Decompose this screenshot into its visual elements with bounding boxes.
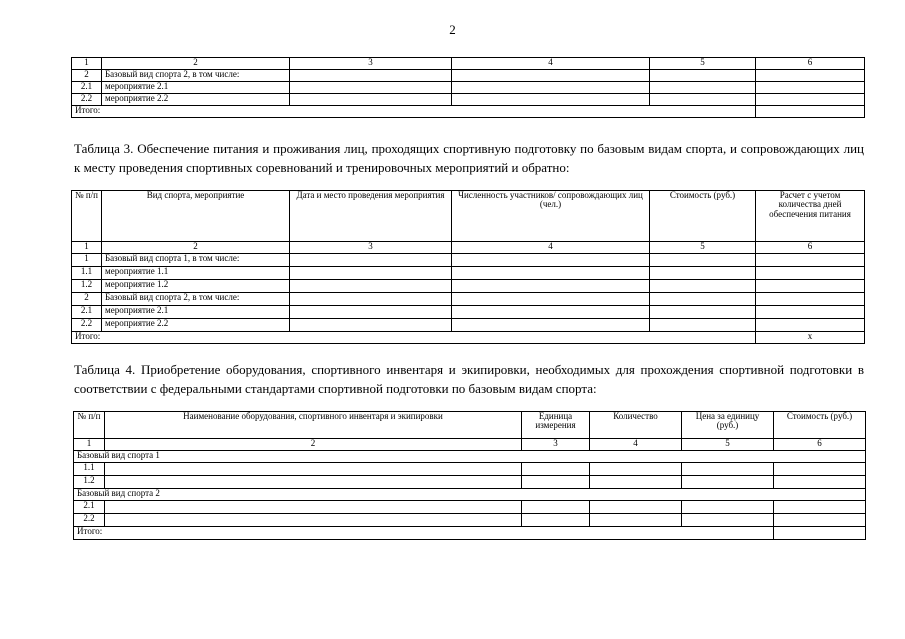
table3-number-row: 1 2 3 4 5 6 — [72, 242, 865, 254]
table-row: 2 Базовый вид спорта 2, в том числе: — [72, 293, 865, 306]
table-row: 1.1 мероприятие 1.1 — [72, 267, 865, 280]
table3-caption: Таблица 3. Обеспечение питания и проживания лиц, проходящих спортивную подготовку по базовым видам спорта, и сопровождающих лиц к месту проведения спортивных соревнований и тренировочных мероприятий и обратно: — [74, 141, 864, 175]
table4-section-sport2: Базовый вид спорта 2 — [74, 489, 866, 501]
table-row: 2.1 — [74, 501, 866, 514]
table-total-row: Итого: — [72, 106, 865, 118]
table-total-row: Итого: — [74, 527, 866, 540]
table-row: 2.2 — [74, 514, 866, 527]
table4 — [73, 411, 866, 540]
table-row: 2.1 мероприятие 2.1 — [72, 306, 865, 319]
table4-header-row: № п/п Наименование оборудования, спортивного инвентаря и экипировки Единица измерения Количество Цена за единицу (руб.) Стоимость (руб.) — [74, 412, 866, 439]
table4-number-row: 1 2 3 4 5 6 — [74, 439, 866, 451]
table3-header-row: № п/п Вид спорта, мероприятие Дата и место проведения мероприятия Численность участников/ сопровождающих лиц (чел.) Стоимость (руб.) Расчет с учетом количества дней обеспечения питания — [72, 191, 865, 242]
table4-caption: Таблица 4. Приобретение оборудования, спортивного инвентаря и экипировки, необходимых для прохождения спортивной подготовки в соответствии с федеральными стандартами спортивной подготовки по базовым видам спорта: — [74, 362, 864, 396]
table-row: 1 Базовый вид спорта 1, в том числе: — [72, 254, 865, 267]
table-row: 2.2 мероприятие 2.2 — [72, 94, 865, 106]
table-row: 1.2 мероприятие 1.2 — [72, 280, 865, 293]
table-row: 2 Базовый вид спорта 2, в том числе: — [72, 70, 865, 82]
table2-continuation — [71, 57, 865, 118]
table-total-row: Итого: x — [72, 332, 865, 344]
page-number: 2 — [449, 22, 456, 37]
table-row: 2.1 мероприятие 2.1 — [72, 82, 865, 94]
table2-number-row: 1 2 3 4 5 6 — [72, 58, 865, 70]
table-row: 2.2 мероприятие 2.2 — [72, 319, 865, 332]
table3 — [71, 190, 865, 344]
table4-section-sport1: Базовый вид спорта 1 — [74, 451, 866, 463]
table-row: 1.2 — [74, 476, 866, 489]
total-mark: x — [756, 332, 865, 344]
table-row: 1.1 — [74, 463, 866, 476]
